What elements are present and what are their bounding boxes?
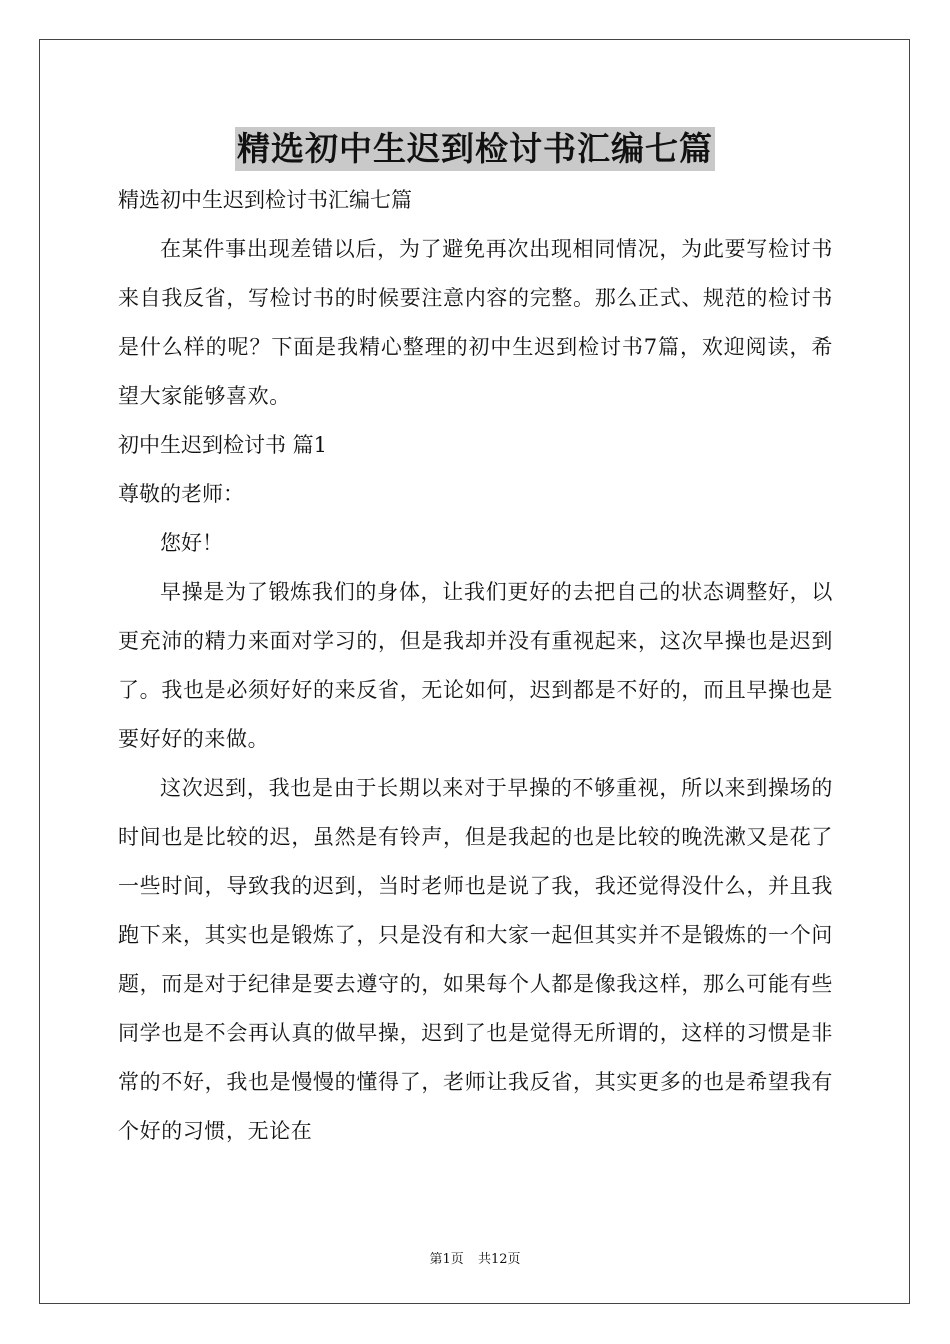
- section-heading: 初中生迟到检讨书 篇1: [118, 433, 328, 457]
- salutation: 尊敬的老师：: [118, 482, 244, 506]
- document-subtitle: 精选初中生迟到检讨书汇编七篇: [118, 188, 412, 212]
- page-number: 第1页: [429, 1252, 464, 1267]
- intro-paragraph: 在某件事出现差错以后，为了避免再次出现相同情况，为此要写检讨书来自我反省，写检讨书的时候要注意内容的完整。那么正式、规范的检讨书是什么样的呢？下面是我精心整理的初中生迟到检讨书7篇，欢迎阅读，希望大家能够喜欢。: [118, 237, 833, 408]
- body-paragraph-1: 早操是为了锻炼我们的身体，让我们更好的去把自己的状态调整好，以更充沛的精力来面对学习的，但是我却并没有重视起来，这次早操也是迟到了。我也是必须好好的来反省，无论如何，迟到都是不好的，而且早操也是要好好的来做。: [118, 580, 833, 751]
- document-title: 精选初中生迟到检讨书汇编七篇: [235, 127, 715, 171]
- body-paragraph-2: 这次迟到，我也是由于长期以来对于早操的不够重视，所以来到操场的时间也是比较的迟，虽然是有铃声，但是我起的也是比较的晚洗漱又是花了一些时间，导致我的迟到，当时老师也是说了我，我还觉得没什么，并且我跑下来，其实也是锻炼了，只是没有和大家一起但其实并不是锻炼的一个问题，而是对于纪律是要去遵守的，如果每个人都是像我这样，那么可能有些同学也是不会再认真的做早操，迟到了也是觉得无所谓的，这样的习惯是非常的不好，我也是慢慢的懂得了，老师让我反省，其实更多的也是希望我有个好的习惯，无论在: [118, 776, 833, 1143]
- page-total: 共12页: [477, 1252, 521, 1267]
- title-container: [0, 127, 950, 171]
- document-body: [118, 176, 833, 1156]
- greeting: 您好！: [160, 531, 223, 555]
- page-footer: [0, 1248, 950, 1267]
